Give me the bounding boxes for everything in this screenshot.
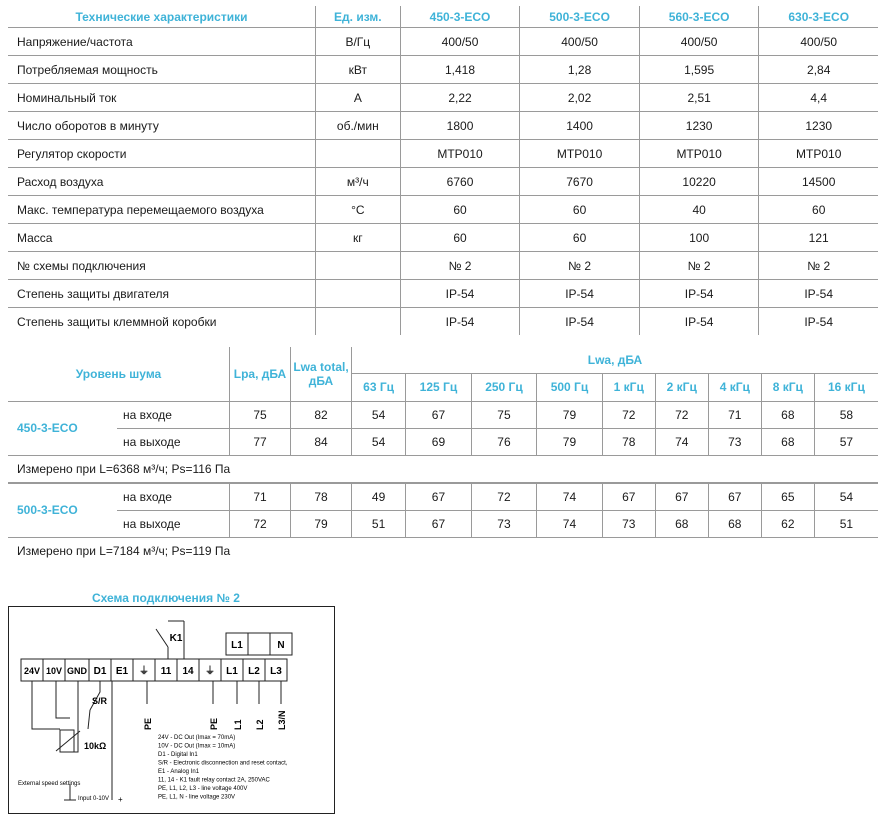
lwa-value: 73 [471,510,537,537]
spec-value: 7670 [520,168,640,196]
spec-param-name: Потребляемая мощность [8,56,315,84]
lwa-total-value: 78 [291,483,352,510]
wiring-diagram [8,606,336,814]
l1-top-label: L1 [231,640,243,651]
lwa-total-value: 84 [291,428,352,455]
spec-value: № 2 [400,252,520,280]
lwa-value: 74 [537,510,603,537]
spec-value: MTP010 [400,140,520,168]
external-speed-label: External speed settings [18,781,81,787]
lwa-total-header: Lwa total, дБА [291,347,352,401]
spec-unit: °C [315,196,400,224]
lwa-value: 58 [814,401,878,428]
spec-unit: В/Гц [315,28,400,56]
diagram-legend [158,735,288,801]
spec-unit [315,140,400,168]
lwa-value: 68 [761,428,814,455]
spec-value: 60 [400,224,520,252]
noise-row [8,510,878,537]
spec-row [8,280,878,308]
noise-row [8,401,878,428]
spec-value: 60 [400,196,520,224]
spec-value: 400/50 [520,28,640,56]
lwa-value: 78 [602,428,655,455]
lwa-value: 72 [602,401,655,428]
lwa-value: 68 [708,510,761,537]
n-top-label: N [277,640,285,651]
spec-param-name: Макс. температура перемещаемого воздуха [8,196,315,224]
spec-value: № 2 [639,252,759,280]
spec-value: 1230 [639,112,759,140]
spec-value: 60 [520,196,640,224]
spec-value: IP-54 [520,308,640,336]
measurement-note: Измерено при L=6368 м³/ч; Ps=116 Па [8,455,878,482]
noise-title: Уровень шума [75,366,162,381]
model-header: 500-3-ECO [520,6,640,28]
spec-param-name: № схемы подключения [8,252,315,280]
spec-param-name: Расход воздуха [8,168,315,196]
noise-side-label: на входе [117,401,230,428]
freq-header: 125 Гц [406,373,472,401]
lwa-value: 67 [406,401,472,428]
sr-label: S/R [92,696,108,706]
spec-value: № 2 [520,252,640,280]
lead-lines [147,681,281,704]
plus-label: + [118,795,123,804]
model-header: 450-3-ECO [400,6,520,28]
spec-value: 121 [759,224,878,252]
terminal-label: D1 [93,666,107,677]
lwa-value: 51 [352,510,406,537]
spec-value: 1230 [759,112,878,140]
lwa-value: 54 [352,428,406,455]
lwa-value: 67 [406,510,472,537]
terminal-label: L3 [270,666,282,677]
spec-unit [315,308,400,336]
spec-unit-header: Ед. изм. [315,6,400,28]
noise-side-label: на выходе [117,428,230,455]
k1-label: K1 [169,633,183,644]
lwa-value: 54 [352,401,406,428]
lpa-value: 77 [230,428,291,455]
spec-value: 400/50 [400,28,520,56]
spec-unit: м³/ч [315,168,400,196]
model-header: 630-3-ECO [759,6,878,28]
lwa-header: Lwa, дБА [352,347,879,373]
l3n-bottom-label: L3/N [277,710,287,730]
lpa-value: 72 [230,510,291,537]
spec-value: 4,4 [759,84,878,112]
lwa-total-value: 79 [291,510,352,537]
spec-param-name: Напряжение/частота [8,28,315,56]
lwa-value: 49 [352,483,406,510]
spec-value: 60 [759,196,878,224]
lwa-value: 72 [655,401,708,428]
lwa-value: 51 [814,510,878,537]
spec-row [8,196,878,224]
lwa-value: 79 [537,428,603,455]
spec-row [8,140,878,168]
relay-contact [156,629,168,647]
terminal-label: L1 [226,666,238,677]
spec-param-name: Число оборотов в минуту [8,112,315,140]
lwa-value: 68 [761,401,814,428]
lpa-header: Lpa, дБА [230,347,291,401]
pe-label: PE [143,717,153,730]
lwa-value: 67 [655,483,708,510]
legend-line: 24V - DC Out (Imax = 70mA) [158,735,236,741]
spec-value: 2,02 [520,84,640,112]
legend-line: D1 - Digital In1 [158,752,198,758]
spec-param-name: Степень защиты клеммной коробки [8,308,315,336]
spec-row [8,308,878,336]
legend-line: S/R - Electronic disconnection and reset contact, [158,760,288,767]
spec-value: 40 [639,196,759,224]
terminal-label: 10V [45,666,63,676]
spec-value: IP-54 [759,280,878,308]
spec-header-row [8,6,878,28]
spec-value: MTP010 [759,140,878,168]
lwa-value: 71 [708,401,761,428]
terminal-label: L2 [248,666,260,677]
freq-header: 1 кГц [602,373,655,401]
spec-row [8,252,878,280]
measurement-note-row [8,455,878,482]
spec-value: 400/50 [639,28,759,56]
spec-value: IP-54 [639,280,759,308]
freq-header: 500 Гц [537,373,603,401]
freq-header: 8 кГц [761,373,814,401]
legend-line: PE, L1, L2, L3 - line voltage 400V [158,786,248,792]
spec-value: IP-54 [520,280,640,308]
spec-row [8,56,878,84]
lwa-value: 67 [602,483,655,510]
terminal-label: 11 [160,666,172,677]
spec-value: 1,595 [639,56,759,84]
spec-value: IP-54 [759,308,878,336]
lwa-value: 79 [537,401,603,428]
freq-header: 250 Гц [471,373,537,401]
measurement-note-row [8,537,878,564]
lwa-value: 73 [602,510,655,537]
spec-value: IP-54 [400,308,520,336]
lwa-value: 72 [471,483,537,510]
spec-unit: кВт [315,56,400,84]
legend-line: 11, 14 - K1 fault relay contact 2A, 250VAC [158,777,270,784]
terminal-block [21,659,287,681]
spec-row [8,84,878,112]
spec-value: IP-54 [639,308,759,336]
lpa-value: 75 [230,401,291,428]
spec-param-name: Степень защиты двигателя [8,280,315,308]
spec-value: 1,28 [520,56,640,84]
lwa-value: 57 [814,428,878,455]
spec-row [8,168,878,196]
l1-bottom-label: L1 [233,719,243,730]
freq-header: 4 кГц [708,373,761,401]
noise-side-label: на входе [117,483,230,510]
noise-side-label: на выходе [117,510,230,537]
spec-unit: об./мин [315,112,400,140]
spec-value: 60 [520,224,640,252]
noise-model: 500-3-ECO [8,483,117,537]
noise-row [8,428,878,455]
lwa-value: 62 [761,510,814,537]
spec-value: 1400 [520,112,640,140]
empty-top-box [248,633,270,655]
spec-value: 2,51 [639,84,759,112]
lwa-value: 54 [814,483,878,510]
spec-unit [315,252,400,280]
spec-param-name: Номинальный ток [8,84,315,112]
lwa-value: 67 [406,483,472,510]
legend-line: 10V - DC Out (Imax = 10mA) [158,743,236,750]
pe-label: PE [209,717,219,730]
spec-value: 1800 [400,112,520,140]
terminal-label: 24V [23,666,41,676]
terminal-label: GND [67,666,87,676]
noise-table [8,347,878,564]
l2-bottom-label: L2 [255,719,265,730]
measurement-note: Измерено при L=7184 м³/ч; Ps=119 Па [8,537,878,564]
noise-row [8,483,878,510]
legend-line: PE, L1, N - line voltage 230V [158,794,236,801]
lwa-value: 69 [406,428,472,455]
terminal-label: E1 [115,666,129,677]
lwa-value: 73 [708,428,761,455]
model-header: 560-3-ECO [639,6,759,28]
lwa-total-value: 82 [291,401,352,428]
lwa-value: 75 [471,401,537,428]
spec-value: IP-54 [400,280,520,308]
lwa-value: 68 [655,510,708,537]
resistor-label: 10kΩ [84,741,107,751]
spec-value: 1,418 [400,56,520,84]
spec-param-name: Регулятор скорости [8,140,315,168]
freq-header: 63 Гц [352,373,406,401]
spec-value: 400/50 [759,28,878,56]
spec-value: 2,84 [759,56,878,84]
spec-row [8,112,878,140]
spec-unit: кг [315,224,400,252]
lpa-value: 71 [230,483,291,510]
spec-value: MTP010 [520,140,640,168]
spec-value: 10220 [639,168,759,196]
input-label: Input 0-10V [78,796,110,802]
spec-value: MTP010 [639,140,759,168]
terminal-label: ⏚ [205,666,215,677]
terminal-label: 14 [182,666,194,677]
spec-value: 100 [639,224,759,252]
spec-table [8,6,878,335]
spec-value: № 2 [759,252,878,280]
spec-row [8,224,878,252]
lwa-value: 74 [537,483,603,510]
spec-unit [315,280,400,308]
lwa-value: 76 [471,428,537,455]
terminal-label: ⏚ [139,666,149,677]
lwa-value: 65 [761,483,814,510]
legend-line: E1 - Analog In1 [158,769,200,775]
spec-value: 2,22 [400,84,520,112]
spec-title: Технические характеристики [8,6,315,28]
spec-row [8,28,878,56]
noise-model: 450-3-ECO [8,401,117,455]
diagram-title: Схема подключения № 2 [92,591,240,605]
spec-param-name: Масса [8,224,315,252]
freq-header: 2 кГц [655,373,708,401]
spec-value: 6760 [400,168,520,196]
spec-unit: А [315,84,400,112]
lwa-value: 67 [708,483,761,510]
lwa-value: 74 [655,428,708,455]
freq-header: 16 кГц [814,373,878,401]
spec-value: 14500 [759,168,878,196]
